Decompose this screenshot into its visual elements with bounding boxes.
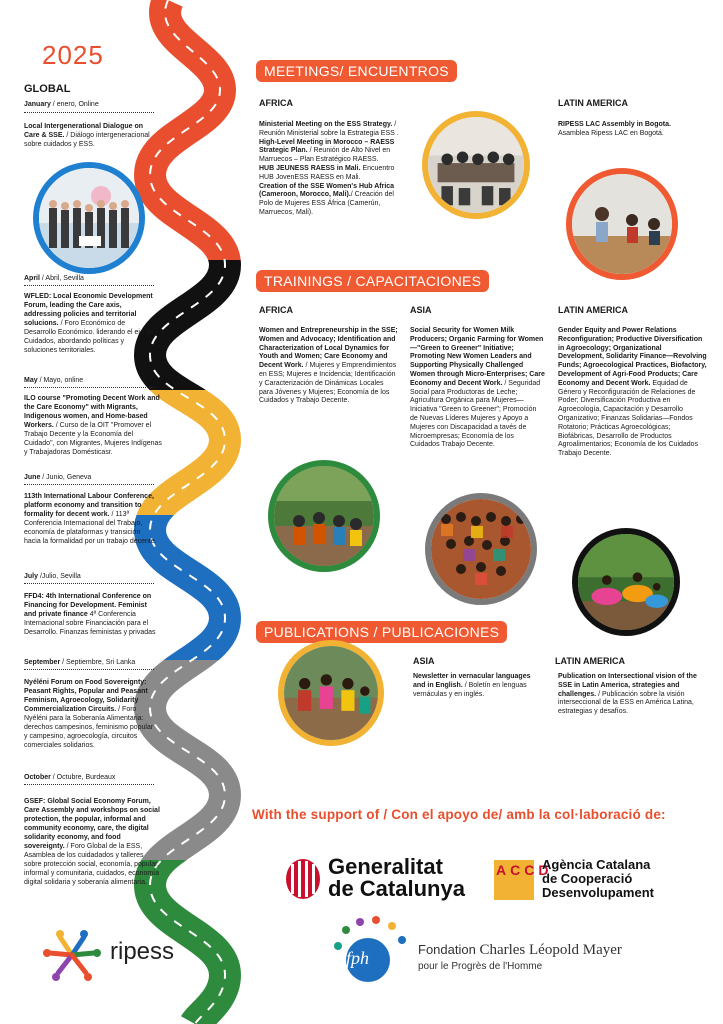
fph-wordmark: Fondation Charles Léopold Mayer (418, 942, 622, 958)
trainings-africa-text: Women and Entrepreneurship in the SSE; Women and Advocacy; Identification and Characterization of Local Dynamics for Youth and Women; Care Economy and Decent Work. / Mujeres y Emprendimientos en ESS; Mujeres e Incidencia; Identificación y Caracterización de Dinámicas Locales para Jóvenes y Mujeres; Economía de los Cuidados y Trabajo Decente. (259, 327, 398, 405)
trainings-latam-label: LATIN AMERICA (558, 305, 628, 315)
photo-training-latam (572, 528, 680, 636)
generalitat-wordmark: Generalitat de Catalunya (328, 854, 465, 901)
publications-latam-label: LATIN AMERICA (555, 656, 625, 666)
trainings-asia-text: Social Security for Women Milk Producers; Organic Farming for Women—"Green to Greener" Initiative; Promoting New Women Leaders and Supporting Physically Challenged Women through Micro-Enterprises; Care Economy and Decent Work. / Seguridad Social para Productoras de Leche; Agricultura Orgánica para Mujeres—Iniciativa "Green to Greener"; Promoción de Nuevas Líderes Mujeres y Apoyo a Mujeres con Discapacidad a tavés de Microempresas; Economía de los Cuidados Trabajo Decente. (410, 327, 545, 449)
timeline-date: January / enero, Online (24, 101, 99, 108)
meetings-africa-text: Ministerial Meeting on the ESS Strategy. / Reunión Ministerial sobre la Estrategia ESS . High-Level Meeting in Morocco – RAESS Strategic Plan. / Reunión de Alto Nivel en Marruecos – Plan Estratégico RAESS. HUB JEUNESS RAESS in Mali. Encuentro HUB JovenESS RAESS en Mali. Creation of the SSE Women's Hub Africa (Cameroon, Morocco, Mali)./ Creación del Polo de Mujeres ESS África (Camerún, Marruecos, Mali). (259, 121, 399, 216)
timeline-entry: FFD4: 4th International Conference on Financing for Development. Feminist and private finance 4ª Conferencia Internacional sobre Financiación para el Desarrollo. Finanzas feministas y privadas (24, 593, 156, 636)
timeline-date: October / Octubre, Burdeaux (24, 774, 116, 781)
fph-subtitle: pour le Progrès de l'Homme (418, 961, 543, 972)
photo-publication-asia (278, 640, 384, 746)
accd-wordmark: Agència Catalana de Cooperació Desenvolupament (542, 857, 654, 900)
timeline-date: July /Julio, Sevilla (24, 573, 81, 580)
generalitat-shield-icon (284, 856, 322, 902)
publications-header: PUBLICATIONS / PUBLICACIONES (256, 621, 507, 643)
ripess-wordmark: ripess (110, 938, 175, 965)
timeline-entry: GSEF: Global Social Economy Forum, Care Assembly and workshops on social protection, the popular, informal and community economy, care, the digital solidarity economy, and food sovereignty. / Foro Global de la ESS, Asamblea de los cuidadados y talleres sobre protección social, economía, popular, informal y comunitaria, cuidados, economía digital solidaria y soberanía alimentaria. (24, 798, 160, 886)
support-title: With the support of / Con el apoyo de/ amb la col·laboració de: (252, 807, 666, 822)
timeline-date: September / Septiembre, Sri Lanka (24, 659, 136, 666)
publications-latam-text: Publication on Intersectional vision of the SSE in Latin America, strategies and challenges. / Publicación sobre la visión interseccional de la ESS en América Latina, estrategias y desafíos. (558, 673, 697, 716)
photo-training-africa (268, 460, 380, 572)
timeline-entry: Local Intergenerational Dialogue on Care & SSE. / Diálogo intergeneracional sobre cuidados y ESS. (24, 123, 150, 148)
ripess-logo-icon (40, 925, 104, 985)
timeline-entry: Nyéléni Forum on Food Sovereignty: Peasant Rights, Popular and Peasant Feminism, Agroecology, Solidarity Commercialization Circuits. / Foro Nyéléni para la Soberanía Alimentaria: derechos campesinos, feminismo popular y campesino, agroecología, circuitos comerciales solidarios. (24, 679, 154, 749)
fph-logo-icon (332, 916, 412, 988)
timeline-entry: ILO course "Promoting Decent Work and the Care Economy" with Migrants, Indigenous women, and Home-based Workers. / Curso de la OIT "Promover el Trabajo Decente y la Economía del Cuidado", con Migrantes, Mujeres Indígenas y Trabajadoras Domésticasr. (24, 395, 162, 456)
photo-meeting-latam (566, 168, 678, 280)
timeline-date: June / Junio, Geneva (24, 474, 92, 481)
publications-asia-label: ASIA (413, 656, 435, 666)
trainings-africa-label: AFRICA (259, 305, 293, 315)
photo-global-dialogue (33, 162, 145, 274)
meetings-header: MEETINGS/ ENCUENTROS (256, 60, 457, 82)
meetings-latam-text: RIPESS LAC Assembly in Bogota. Asamblea Ripess LAC en Bogotá. (558, 121, 671, 137)
timeline-date: April / Abril, Sevilla (24, 275, 84, 282)
fph-logo-text: fph (346, 948, 370, 968)
trainings-latam-text: Gender Equity and Power Relations Reconfiguration; Productive Diversification in Agroecology; Organizational Development, Solidarity Finance—Revolving Funds; Agroecological Practices, Biofactory, Development of Agri-Food Products; Care Economy and Decent Work. Equidad de Género y Reconfiguración de Relaciones de Poder; Diversificación Productiva en Agroecología, Capacitación y Desarrollo Organizativo; Finanzas Solidarias—Fondos Rotatorio; Prácticas Agroecológicas; Biofábricas, Desarrollo de Productos Agroalimentarios; Economía de los Cuidados Trabajo Decente. (558, 327, 707, 458)
global-label: GLOBAL (24, 83, 71, 95)
meetings-latam-label: LATIN AMERICA (558, 98, 628, 108)
year-title: 2025 (42, 40, 104, 70)
timeline-date: May / Mayo, online (24, 377, 84, 384)
meetings-africa-label: AFRICA (259, 98, 293, 108)
photo-training-asia (425, 493, 537, 605)
timeline-entry: 113th International Labour Conference, platform economy and transition to formality for decent work. / 113ª Conferencia Internacional del Trabajo, economía de plataformas y transición hacia la formalidad por un trabajo decente. (24, 493, 157, 545)
publications-asia-text: Newsletter in vernacular languages and in English. / Boletín en lenguas vernáculas y en inglés. (413, 673, 531, 698)
trainings-asia-label: ASIA (410, 305, 432, 315)
photo-meeting-africa (422, 111, 530, 219)
accd-logo-icon: ACCD (494, 860, 534, 900)
timeline-entry: WFLED: Local Economic Development Forum, leading the Care axis, addressing policies and territorial solucions. / Foro Económico de Desarrollo Económico. liderando el eje de Cuidados, abordando políticas y soluciones territoriales. (24, 293, 154, 354)
trainings-header: TRAININGS / CAPACITACIONES (256, 270, 489, 292)
